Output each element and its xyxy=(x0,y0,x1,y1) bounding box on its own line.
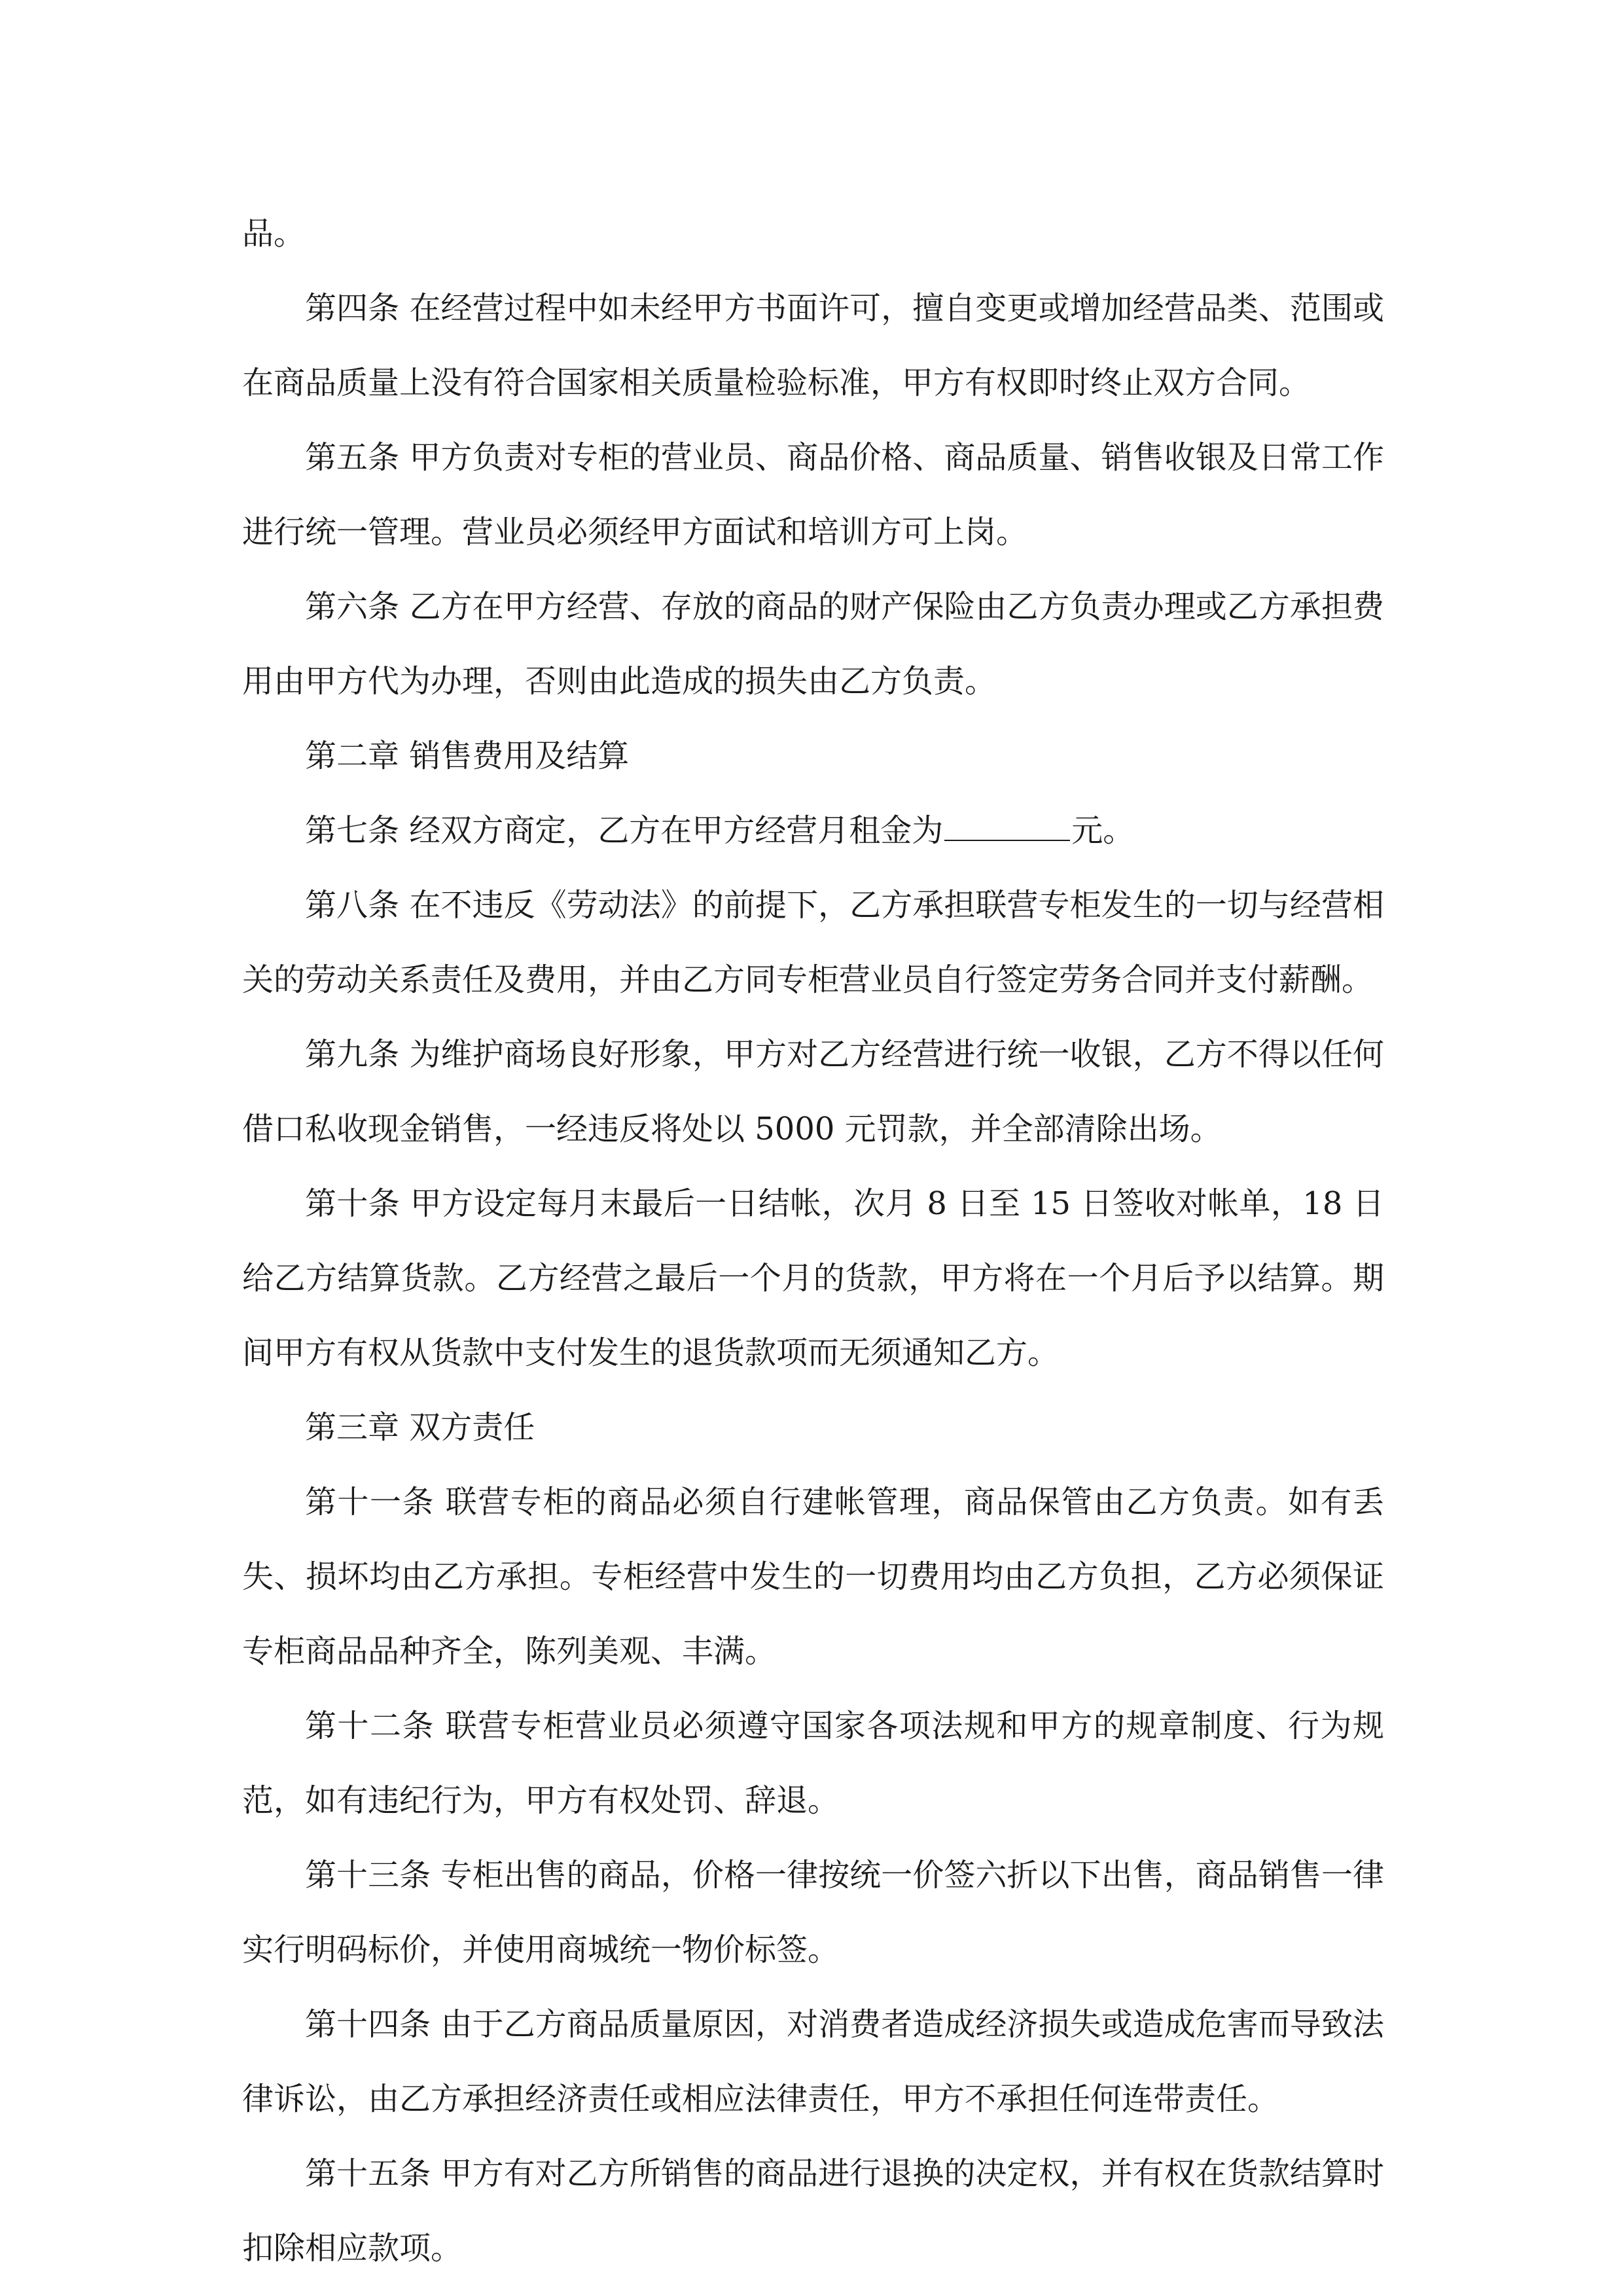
article-13: 第十三条 专柜出售的商品，价格一律按统一价签六折以下出售，商品销售一律实行明码标价，并使用商城统一物价标签。 xyxy=(242,1857,1384,1968)
article-7-suffix: 元。 xyxy=(1071,812,1135,849)
article-8: 第八条 在不违反《劳动法》的前提下，乙方承担联营专柜发生的一切与经营相关的劳动关系责任及费用，并由乙方同专柜营业员自行签定劳务合同并支付薪酬。 xyxy=(242,887,1384,998)
chapter-2-heading: 第二章 销售费用及结算 xyxy=(305,738,630,774)
rent-amount-blank xyxy=(944,814,1070,841)
article-9: 第九条 为维护商场良好形象，甲方对乙方经营进行统一收银，乙方不得以任何借口私收现金销售，一经违反将处以 5000 元罚款，并全部清除出场。 xyxy=(242,1036,1384,1147)
document-body xyxy=(242,196,1384,2286)
chapter-3-heading: 第三章 双方责任 xyxy=(305,1409,535,1446)
article-10: 第十条 甲方设定每月末最后一日结帐，次月 8 日至 15 日签收对帐单，18 日给乙方结算货款。乙方经营之最后一个月的货款，甲方将在一个月后予以结算。期间甲方有权从货款中支付发生的退货款项而无须通知乙方。 xyxy=(242,1185,1384,1371)
article-15: 第十五条 甲方有对乙方所销售的商品进行退换的决定权，并有权在货款结算时扣除相应款项。 xyxy=(242,2155,1384,2267)
article-11: 第十一条 联营专柜的商品必须自行建帐管理，商品保管由乙方负责。如有丢失、损坏均由乙方承担。专柜经营中发生的一切费用均由乙方负担，乙方必须保证专柜商品品种齐全，陈列美观、丰满。 xyxy=(242,1484,1384,1670)
continuation-text: 品。 xyxy=(242,215,306,252)
article-14: 第十四条 由于乙方商品质量原因，对消费者造成经济损失或造成危害而导致法律诉讼，由乙方承担经济责任或相应法律责任，甲方不承担任何连带责任。 xyxy=(242,2006,1384,2117)
article-6: 第六条 乙方在甲方经营、存放的商品的财产保险由乙方负责办理或乙方承担费用由甲方代为办理，否则由此造成的损失由乙方负责。 xyxy=(242,588,1384,700)
article-7-text: 第七条 经双方商定，乙方在甲方经营月租金为 xyxy=(305,812,944,849)
article-7 xyxy=(242,793,1384,868)
article-4: 第四条 在经营过程中如未经甲方书面许可，擅自变更或增加经营品类、范围或在商品质量上没有符合国家相关质量检验标准，甲方有权即时终止双方合同。 xyxy=(242,290,1384,401)
article-5: 第五条 甲方负责对专柜的营业员、商品价格、商品质量、销售收银及日常工作进行统一管理。营业员必须经甲方面试和培训方可上岗。 xyxy=(242,439,1384,550)
article-12: 第十二条 联营专柜营业员必须遵守国家各项法规和甲方的规章制度、行为规范，如有违纪行为，甲方有权处罚、辞退。 xyxy=(242,1708,1384,1819)
